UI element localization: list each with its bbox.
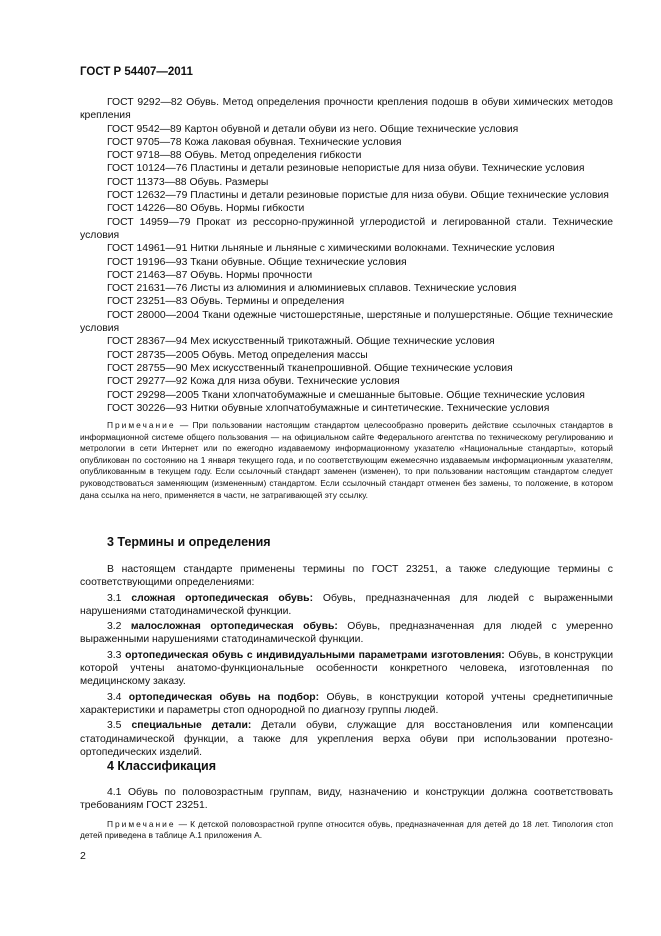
reference-item: ГОСТ 9292—82 Обувь. Метод определения прочности крепления подошв в обуви химических методов крепления bbox=[80, 97, 613, 122]
page-number: 2 bbox=[80, 850, 86, 862]
reference-item: ГОСТ 28367—94 Мех искусственный трикотажный. Общие технические условия bbox=[107, 336, 495, 348]
reference-item: ГОСТ 10124—76 Пластины и детали резиновые непористые для низа обуви. Технические условия bbox=[107, 163, 585, 175]
section-3-body bbox=[80, 563, 613, 759]
term-number: 3.2 bbox=[107, 621, 122, 633]
reference-item: ГОСТ 12632—79 Пластины и детали резиновые пористые для низа обуви. Общие технические условия bbox=[107, 190, 609, 202]
term-number: 3.3 bbox=[107, 649, 122, 661]
term-number: 3.4 bbox=[107, 691, 122, 703]
references-note bbox=[80, 420, 613, 501]
section-4-body bbox=[80, 786, 613, 842]
note-label: Примечание bbox=[107, 420, 176, 430]
reference-item: ГОСТ 29277—92 Кожа для низа обуви. Технические условия bbox=[107, 376, 400, 388]
section-3-title: 3 Термины и определения bbox=[107, 535, 271, 549]
reference-item: ГОСТ 29298—2005 Ткани хлопчатобумажные и смешанные бытовые. Общие технические условия bbox=[107, 389, 585, 401]
term-def: Обувь, в конструкции которой учтены анатомо-функциональные особенности конкретного человека, изготовленная по медицинскому заказу. bbox=[80, 649, 614, 688]
section-3-intro: В настоящем стандарте применены термины по ГОСТ 23251, а также следующие термины с соответствующими определениями: bbox=[80, 564, 613, 589]
reference-item: ГОСТ 19196—93 Ткани обувные. Общие технические условия bbox=[107, 256, 407, 268]
reference-item: ГОСТ 30226—93 Нитки обувные хлопчатобумажные и синтетические. Технические условия bbox=[107, 402, 550, 414]
references-list bbox=[80, 96, 613, 415]
term-def: Обувь, в конструкции которой учтены среднетипичные характеристики и параметры стоп однородной по диагнозу группы людей. bbox=[80, 691, 613, 716]
term-definition bbox=[80, 691, 613, 718]
term-definition bbox=[80, 620, 613, 647]
note-text: — При пользовании настоящим стандартом целесообразно проверить действие ссылочных стандартов в информационной системе общего пользования — на официальном сайте Федерального агентства по техническому регулированию и метрологии в сети Интернет или по ежегодно издаваемому информационному указателю «Национальные стандарты», который опубликован по состоянию на 1 января текущего года, и по соответствующим ежемесячно издаваемым информационным указателям, опубликованным в текущем году. Если ссылочный стандарт заменен (изменен), то при пользовании настоящим стандартом следует руководствоваться заменяющим (измененным) стандартом. Если ссылочный стандарт отменен без замены, то положение, в котором дана ссылка на него, применяется в части, не затрагивающей эту ссылку. bbox=[80, 420, 614, 500]
note-text: — К детской половозрастной группе относится обувь, предназначенная для детей до 18 лет. Типология стоп детей приведена в таблице А.1 приложения А. bbox=[80, 818, 613, 841]
reference-item: ГОСТ 28000—2004 Ткани одежные чистошерстяные, шерстяные и полушерстяные. Общие технические условия bbox=[80, 309, 613, 335]
term-def: Обувь, предназначенная для людей с выраженными нарушениями статодинамической функции. bbox=[80, 592, 613, 617]
reference-item: ГОСТ 14961—91 Нитки льняные и льняные с химическими волокнами. Технические условия bbox=[107, 243, 555, 255]
term-def: Детали обуви, служащие для восстановления или компенсации статодинамической функции, а также для укрепления верха обуви при использовании протезно-ортопедических изделий. bbox=[80, 720, 613, 758]
reference-item: ГОСТ 23251—83 Обувь. Термины и определения bbox=[107, 296, 345, 308]
section-4-note bbox=[80, 819, 613, 842]
section-4-title: 4 Классификация bbox=[107, 759, 217, 773]
reference-item: ГОСТ 9718—88 Обувь. Метод определения гибкости bbox=[107, 150, 362, 162]
term-number: 3.5 bbox=[107, 720, 122, 732]
reference-item: ГОСТ 21463—87 Обувь. Нормы прочности bbox=[107, 269, 313, 281]
term-name: малосложная ортопедическая обувь: bbox=[130, 621, 338, 633]
term-definition bbox=[80, 719, 613, 759]
note-label: Примечание bbox=[107, 818, 176, 829]
reference-item: ГОСТ 11373—88 Обувь. Размеры bbox=[107, 176, 269, 188]
reference-item: ГОСТ 9705—78 Кожа лаковая обувная. Технические условия bbox=[107, 136, 402, 148]
term-definition bbox=[80, 592, 613, 619]
reference-item: ГОСТ 14959—79 Прокат из рессорно-пружинной углеродистой и легированной стали. Технические условия bbox=[80, 216, 613, 241]
reference-item: ГОСТ 28755—90 Мех искусственный тканепрошивной. Общие технические условия bbox=[107, 362, 513, 374]
reference-item: ГОСТ 21631—76 Листы из алюминия и алюминиевых сплавов. Технические условия bbox=[107, 283, 517, 295]
document-header: ГОСТ Р 54407—2011 bbox=[80, 66, 193, 78]
section-4-para: 4.1 Обувь по половозрастным группам, виду, назначению и конструкции должна соответствовать требованиям ГОСТ 23251. bbox=[80, 787, 613, 812]
reference-item: ГОСТ 28735—2005 Обувь. Метод определения массы bbox=[107, 349, 368, 361]
term-number: 3.1 bbox=[107, 592, 122, 604]
term-def: Обувь, предназначенная для людей с умеренно выраженными нарушениями статодинамической функции. bbox=[80, 621, 614, 646]
term-definition bbox=[80, 649, 613, 689]
reference-item: ГОСТ 14226—80 Обувь. Нормы гибкости bbox=[107, 203, 305, 215]
term-name: специальные детали: bbox=[131, 720, 252, 732]
term-name: ортопедическая обувь с индивидуальными параметрами изготовления: bbox=[125, 649, 505, 661]
reference-item: ГОСТ 9542—89 Картон обувной и детали обуви из него. Общие технические условия bbox=[107, 123, 519, 135]
term-name: сложная ортопедическая обувь: bbox=[131, 592, 314, 604]
term-name: ортопедическая обувь на подбор: bbox=[128, 691, 320, 703]
